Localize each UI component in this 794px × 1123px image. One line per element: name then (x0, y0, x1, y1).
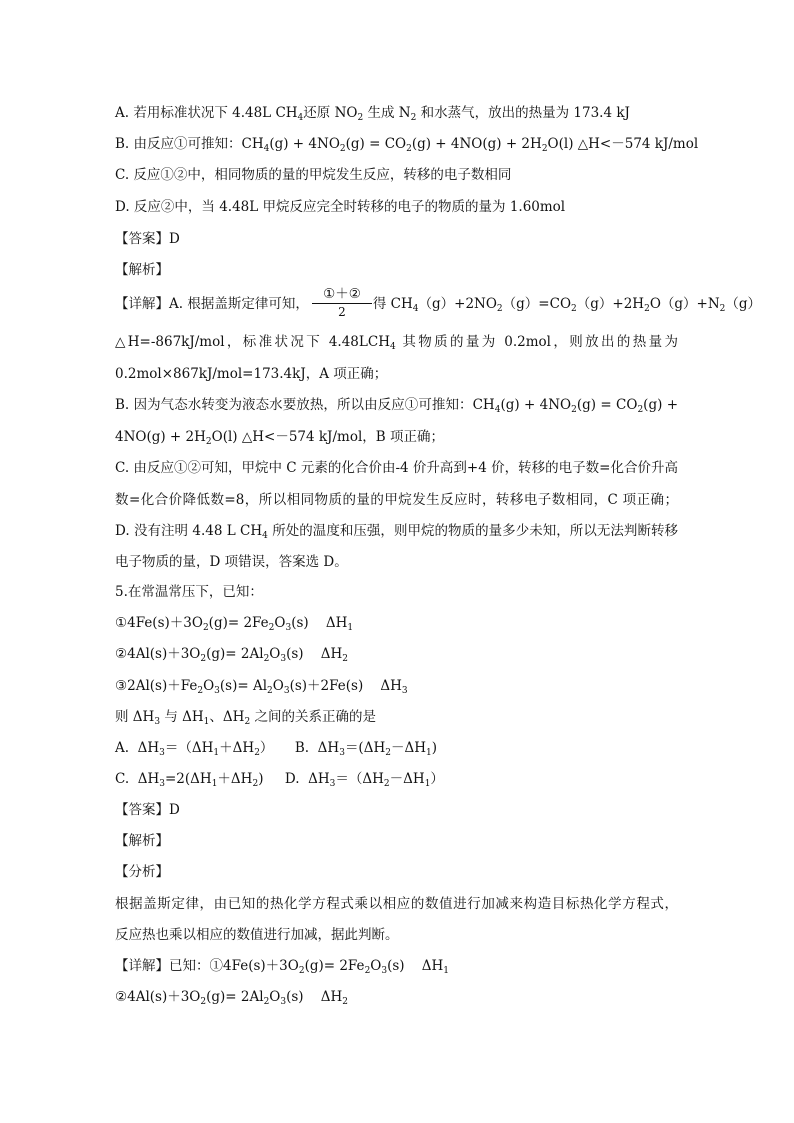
q5-fenxi-heading: 【分析】 (115, 864, 169, 880)
subscript: 2 (383, 779, 390, 789)
subscript: 2 (263, 997, 270, 1007)
subscript: 2 (637, 405, 644, 415)
subscript: 1 (211, 779, 218, 789)
subscript: 2 (205, 437, 212, 447)
text-segment: O (269, 646, 281, 662)
subscript: 2 (571, 405, 577, 415)
subscript: 3 (214, 686, 220, 696)
subscript: 2 (254, 748, 260, 758)
text-segment: ②4Al(s)＋3O (115, 989, 201, 1005)
text-segment: （g）=CO (502, 296, 572, 312)
q4-analysis-heading: 【解析】 (115, 262, 169, 278)
text-segment: (s) ΔH (286, 646, 343, 662)
q5-question (115, 707, 376, 732)
text-segment: (g)= 2Fe (208, 615, 269, 631)
text-segment: 之间的关系正确的是 (250, 709, 376, 725)
subscript: 3 (280, 654, 287, 664)
text-segment: （g）+2NO (418, 296, 497, 312)
text-segment: O (370, 958, 382, 974)
text-segment: （g）+2H (576, 296, 645, 312)
text-segment: －ΔH (390, 740, 426, 756)
subscript: 3 (329, 779, 336, 789)
subscript: 2 (252, 779, 259, 789)
subscript: 1 (424, 779, 431, 789)
subscript: 4 (263, 144, 270, 154)
subscript: 2 (385, 748, 391, 758)
q5-analysis-heading: 【解析】 (115, 833, 169, 849)
text-segment: △H=-867kJ/mol，标准状况下 4.48LCH (115, 334, 390, 350)
subscript: 3 (381, 966, 388, 976)
subscript: 3 (159, 748, 165, 758)
text-segment: O（g）+N (649, 296, 720, 312)
subscript: 2 (197, 686, 204, 696)
subscript: 2 (410, 113, 417, 123)
subscript: 2 (263, 654, 270, 664)
q4-detail-a-equation (373, 296, 761, 312)
subscript: 2 (298, 966, 305, 976)
subscript: 2 (267, 686, 273, 696)
q4-option-c: C. 反应①②中，相同物质的量的甲烷发生反应，转移的电子数相同 (115, 167, 512, 183)
subscript: 1 (213, 748, 220, 758)
hess-fraction (312, 286, 372, 320)
q4-detail-a-line2 (115, 332, 678, 357)
subscript: 2 (342, 997, 348, 1007)
text-segment: (g) + (643, 397, 679, 413)
subscript: 2 (200, 997, 207, 1007)
text-segment: ①4Fe(s)＋3O (115, 615, 203, 631)
text-segment: O(l) △H<－574 kJ/mol，B 项正确； (211, 429, 444, 445)
text-segment: C. ΔH (115, 771, 160, 787)
fraction-denominator: 2 (338, 305, 346, 319)
text-segment: 所处的温度和压强，则甲烷的物质的量多少未知，所以无法判断转移 (267, 523, 678, 539)
q4-detail-c-line2: 数=化合价降低数=8，所以相同物质的量的甲烷发生反应时，转移电子数相同，C 项正确； (115, 492, 678, 508)
text-segment: 其物质的量为 0.2mol，则放出的热量为 (395, 334, 678, 350)
text-segment: 生成 N (363, 105, 411, 121)
subscript: 3 (154, 717, 161, 727)
q4-detail-a-line1 (115, 294, 761, 319)
subscript: 1 (347, 623, 354, 633)
text-segment: (g)= 2Al (206, 989, 264, 1005)
q4-option-a (115, 103, 630, 128)
text-segment: (g) = CO (345, 136, 407, 152)
q5-options-cd (115, 769, 444, 794)
text-segment: (s)＋2Fe(s) ΔH (289, 678, 402, 694)
text-segment: (s) ΔH (286, 989, 343, 1005)
text-segment: 【详解】已知：①4Fe(s)＋3O (115, 958, 299, 974)
text-segment: (g)= 2Fe (304, 958, 365, 974)
q5-fenxi-line2: 反应热也乘以相应的数值进行加减，据此判断。 (115, 927, 399, 943)
subscript: 1 (203, 717, 210, 727)
text-segment: ②4Al(s)＋3O (115, 646, 201, 662)
text-segment: =2(ΔH (164, 771, 212, 787)
text-segment: 、ΔH (209, 709, 245, 725)
text-segment: ＝（ΔH (164, 740, 214, 756)
text-segment: ) (431, 740, 438, 756)
text-segment: 得 CH (372, 296, 413, 312)
text-segment: O (274, 615, 286, 631)
subscript: 4 (297, 113, 304, 123)
subscript: 3 (401, 686, 408, 696)
text-segment: 则 ΔH (115, 709, 155, 725)
subscript: 2 (406, 144, 412, 154)
text-segment: 和水蒸气，放出的热量为 173.4 kJ (416, 105, 630, 121)
q5-fenxi-line1: 根据盖斯定律，由已知的热化学方程式乘以相应的数值进行加减来构造目标热化学方程式， (115, 896, 678, 912)
subscript: 3 (339, 748, 345, 758)
q4-detail-d-line1 (115, 521, 678, 546)
subscript: 3 (159, 779, 165, 789)
q5-detail-line1 (115, 956, 449, 981)
subscript: 2 (364, 966, 371, 976)
q4-detail-b-line2 (115, 427, 444, 452)
subscript: 2 (571, 304, 577, 314)
q5-stem: 5.在常温常压下，已知： (115, 584, 263, 600)
text-segment: （g） (725, 296, 762, 312)
text-segment: ＋ΔH (219, 740, 255, 756)
text-segment: －ΔH (389, 771, 425, 787)
q4-option-d: D. 反应②中，当 4.48L 甲烷反应完全时转移的电子的物质的量为 1.60mol (115, 199, 566, 215)
text-segment: ＝（ΔH (335, 771, 384, 787)
q4-option-b (115, 134, 698, 159)
text-segment: 与 ΔH (160, 709, 204, 725)
text-segment: D. 没有注明 4.48 L CH (115, 523, 263, 539)
subscript: 2 (200, 654, 207, 664)
text-segment: (g) + 4NO(g) + 2H (411, 136, 542, 152)
subscript: 2 (339, 144, 346, 154)
text-segment: ＝(ΔH (344, 740, 386, 756)
q5-equation-1 (115, 613, 353, 638)
subscript: 2 (644, 304, 650, 314)
text-segment: (g) = CO (576, 397, 638, 413)
text-segment: O (203, 678, 215, 694)
subscript: 4 (389, 342, 396, 352)
q4-answer: 【答案】D (115, 231, 180, 247)
subscript: 1 (426, 748, 432, 758)
subscript: 4 (262, 531, 268, 541)
text-segment: B. 由反应①可推知：CH (115, 136, 264, 152)
subscript: 2 (244, 717, 251, 727)
text-segment: ） (430, 771, 444, 787)
subscript: 1 (443, 966, 449, 976)
q4-detail-a-prefix: 【详解】A. 根据盖斯定律可知， (115, 296, 309, 312)
text-segment: ＋ΔH (217, 771, 253, 787)
q4-detail-c-line1: C. 由反应①②可知，甲烷中 C 元素的化合价由-4 价升高到+4 价，转移的电子数=化合价升高 (115, 460, 678, 476)
text-segment: 4NO(g) + 2H (115, 429, 206, 445)
q5-detail-line2 (115, 987, 348, 1012)
subscript: 3 (283, 686, 290, 696)
q4-detail-d-line2: 电子物质的量，D 项错误，答案选 D。 (115, 554, 348, 570)
subscript: 2 (357, 113, 364, 123)
text-segment: 还原 NO (303, 105, 358, 121)
subscript: 2 (268, 623, 275, 633)
subscript: 3 (285, 623, 292, 633)
text-segment: A. ΔH (115, 740, 160, 756)
subscript: 2 (496, 304, 503, 314)
text-segment: (s) ΔH (291, 615, 348, 631)
text-segment: O (272, 678, 284, 694)
subscript: 2 (202, 623, 209, 633)
q5-equation-2 (115, 644, 348, 669)
text-segment: (g) + 4NO (500, 397, 572, 413)
text-segment: A. 若用标准状况下 4.48L CH (115, 105, 298, 121)
q4-detail-b-line1 (115, 395, 678, 420)
text-segment: (g)= 2Al (206, 646, 264, 662)
subscript: 4 (412, 304, 419, 314)
q5-equation-3 (115, 676, 408, 701)
subscript: 2 (719, 304, 726, 314)
q4-detail-a-line3: 0.2mol×867kJ/mol=173.4kJ，A 项正确； (115, 366, 388, 382)
q5-options-ab (115, 738, 437, 763)
text-segment: ③2Al(s)＋Fe (115, 678, 198, 694)
text-segment: B. 因为气态水转变为液态水要放热，所以由反应①可推知：CH (115, 397, 495, 413)
subscript: 2 (541, 144, 548, 154)
text-segment: ) D. ΔH (258, 771, 330, 787)
fraction-numerator: ①＋② (312, 286, 372, 304)
text-segment: O (269, 989, 281, 1005)
text-segment: (g) + 4NO (269, 136, 340, 152)
text-segment: (s)= Al (219, 678, 268, 694)
subscript: 2 (342, 654, 348, 664)
subscript: 3 (280, 997, 287, 1007)
text-segment: ） B. ΔH (259, 740, 340, 756)
q5-answer: 【答案】D (115, 802, 180, 818)
text-segment: (s) ΔH (387, 958, 444, 974)
subscript: 4 (494, 405, 501, 415)
text-segment: O(l) △H<－574 kJ/mol (547, 136, 699, 152)
